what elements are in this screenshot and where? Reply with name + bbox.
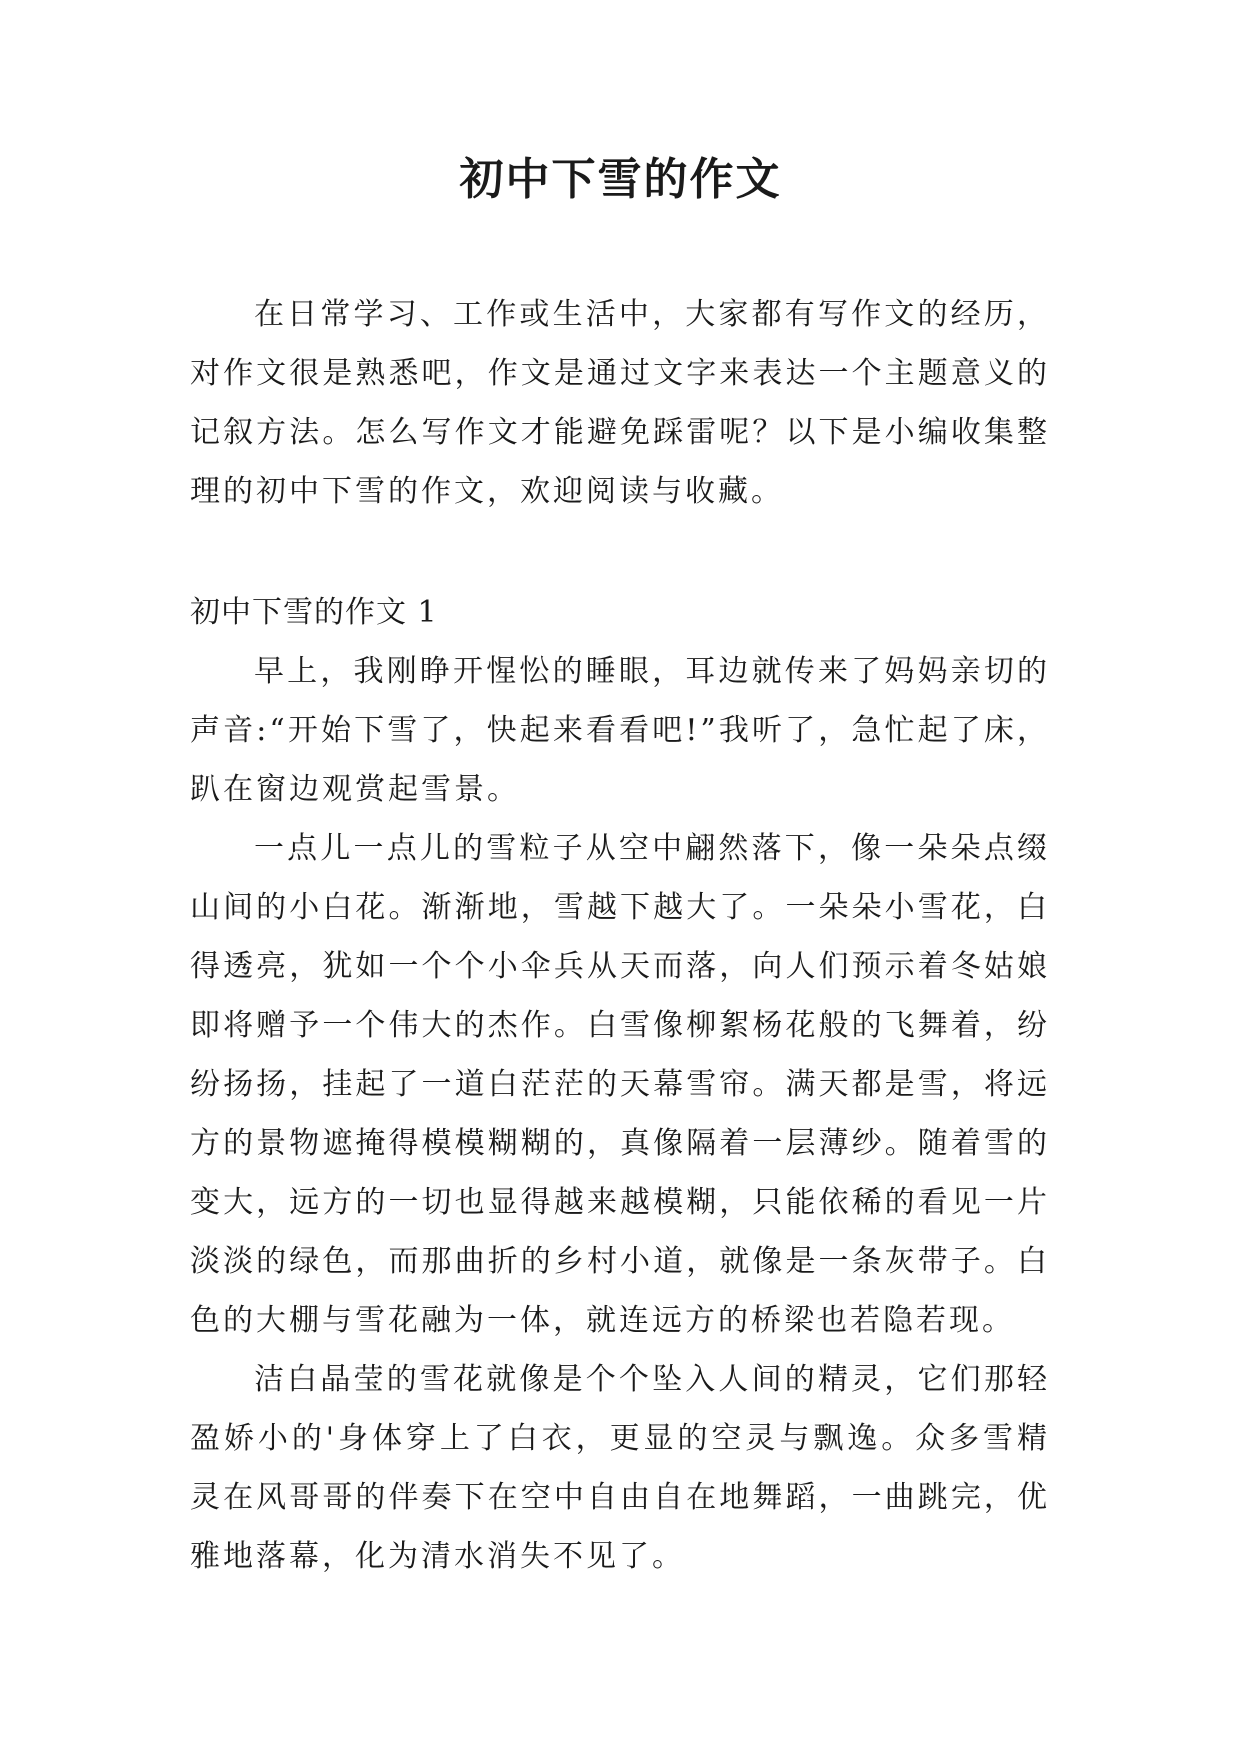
body-paragraph: 早上，我刚睁开惺忪的睡眼，耳边就传来了妈妈亲切的声音:“开始下雪了，快起来看看吧!”我听了，急忙起了床，趴在窗边观赏起雪景。 [190,654,1050,807]
intro-paragraph: 在日常学习、工作或生活中，大家都有写作文的经历，对作文很是熟悉吧，作文是通过文字来表达一个主题意义的记叙方法。怎么写作文才能避免踩雷呢？以下是小编收集整理的初中下雪的作文，欢迎阅读与收藏。 [190,297,1050,509]
body-paragraph: 洁白晶莹的雪花就像是个个坠入人间的精灵，它们那轻盈娇小的'身体穿上了白衣，更显的空灵与飘逸。众多雪精灵在风哥哥的伴奏下在空中自由自在地舞蹈，一曲跳完，优雅地落幕，化为清水消失不见了。 [190,1362,1050,1574]
document-body [190,285,1050,1586]
document-title: 初中下雪的作文 [459,154,782,205]
section-heading: 初中下雪的作文 1 [190,595,438,630]
body-paragraph: 一点儿一点儿的雪粒子从空中翩然落下，像一朵朵点缀山间的小白花。渐渐地，雪越下越大了。一朵朵小雪花，白得透亮，犹如一个个小伞兵从天而落，向人们预示着冬姑娘即将赠予一个伟大的杰作。白雪像柳絮杨花般的飞舞着，纷纷扬扬，挂起了一道白茫茫的天幕雪帘。满天都是雪，将远方的景物遮掩得模模糊糊的，真像隔着一层薄纱。随着雪的变大，远方的一切也显得越来越模糊，只能依稀的看见一片淡淡的绿色，而那曲折的乡村小道，就像是一条灰带子。白色的大棚与雪花融为一体，就连远方的桥梁也若隐若现。 [190,831,1050,1338]
